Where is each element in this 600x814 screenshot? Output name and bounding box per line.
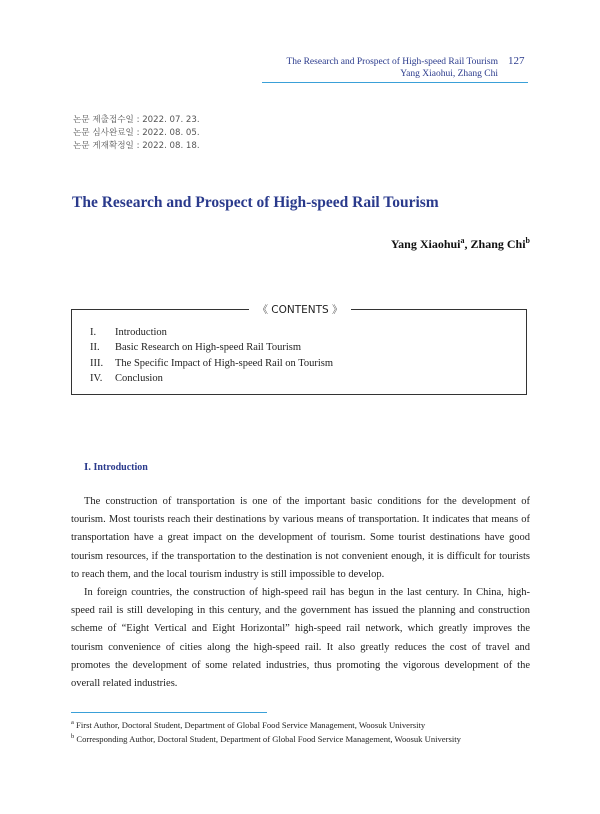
- author-line: [250, 236, 530, 252]
- toc-number: II.: [90, 342, 100, 354]
- submission-dates: [73, 114, 200, 153]
- contents-heading-label: 《 CONTENTS 》: [249, 304, 350, 316]
- author-second-mark: b: [525, 236, 530, 245]
- author-first-mark: a: [460, 236, 465, 245]
- toc-item: [90, 356, 333, 371]
- footnote: [71, 717, 461, 731]
- running-title: The Research and Prospect of High-speed Rail Tourism: [286, 57, 498, 67]
- date-accepted: 논문 게재확정일 : 2022. 08. 18.: [73, 141, 200, 151]
- toc-label: Introduction: [115, 327, 167, 338]
- section-number: I.: [84, 461, 92, 473]
- toc-number: IV.: [90, 372, 103, 384]
- toc-number: III.: [90, 357, 104, 369]
- header-rule: [262, 82, 528, 83]
- paragraph: The construction of transportation is one of the important basic conditions for the development of tourism. Most tourists reach their destinations by various means of transportation. It indicates that means of transportation have a great impact on the development of tourism. Some tourist destinations have good tourism resources, if the transportation to the destination is not convenient enough, it is difficult for tourists to reach them, and the local tourism industry is still impossible to develop.: [71, 496, 530, 580]
- section-title: Introduction: [93, 462, 148, 473]
- footnote-mark: b: [71, 733, 75, 741]
- paper-title: The Research and Prospect of High-speed Rail Tourism: [72, 194, 439, 211]
- footnote-rule: [71, 712, 267, 713]
- running-authors: Yang Xiaohui, Zhang Chi: [400, 69, 498, 79]
- footnotes: [71, 717, 461, 746]
- paragraph: In foreign countries, the construction of high-speed rail has begun in the last century. In China, high-speed rail is still developing in this century, and the government has issued the planning and construction scheme of “Eight Vertical and Eight Horizontal” high-speed rail network, which greatly improves the tourism convenience of cities along the high-speed rail. It also greatly reduces the cost of travel and promotes the development of some related industries, thus promoting the vigorous development of the overall related industries.: [71, 587, 530, 690]
- footnote-mark: a: [71, 719, 74, 726]
- author-separator: ,: [464, 237, 471, 251]
- toc-item: [90, 325, 333, 340]
- toc-number: I.: [90, 327, 97, 338]
- toc-item: [90, 371, 333, 386]
- section-heading: [84, 461, 148, 473]
- footnote: [71, 731, 461, 745]
- contents-heading: [0, 300, 600, 318]
- toc-label: Conclusion: [115, 372, 163, 384]
- footnote-text: Corresponding Author, Doctoral Student, Department of Global Food Service Management, Woosuk University: [74, 734, 461, 745]
- toc-label: The Specific Impact of High-speed Rail on Tourism: [115, 357, 334, 369]
- toc-label: Basic Research on High-speed Rail Tourism: [115, 342, 301, 354]
- page-number: 127: [508, 55, 525, 67]
- date-submitted: 논문 제출접수일 : 2022. 07. 23.: [73, 115, 200, 125]
- author-first: Yang Xiaohui: [390, 237, 461, 251]
- table-of-contents: [90, 325, 333, 386]
- body-text: [71, 493, 530, 693]
- date-reviewed: 논문 심사완료일 : 2022. 08. 05.: [73, 128, 200, 138]
- toc-item: [90, 340, 333, 355]
- author-second: Zhang Chi: [470, 237, 526, 251]
- footnote-text: First Author, Doctoral Student, Department of Global Food Service Management, Woosuk University: [73, 719, 426, 730]
